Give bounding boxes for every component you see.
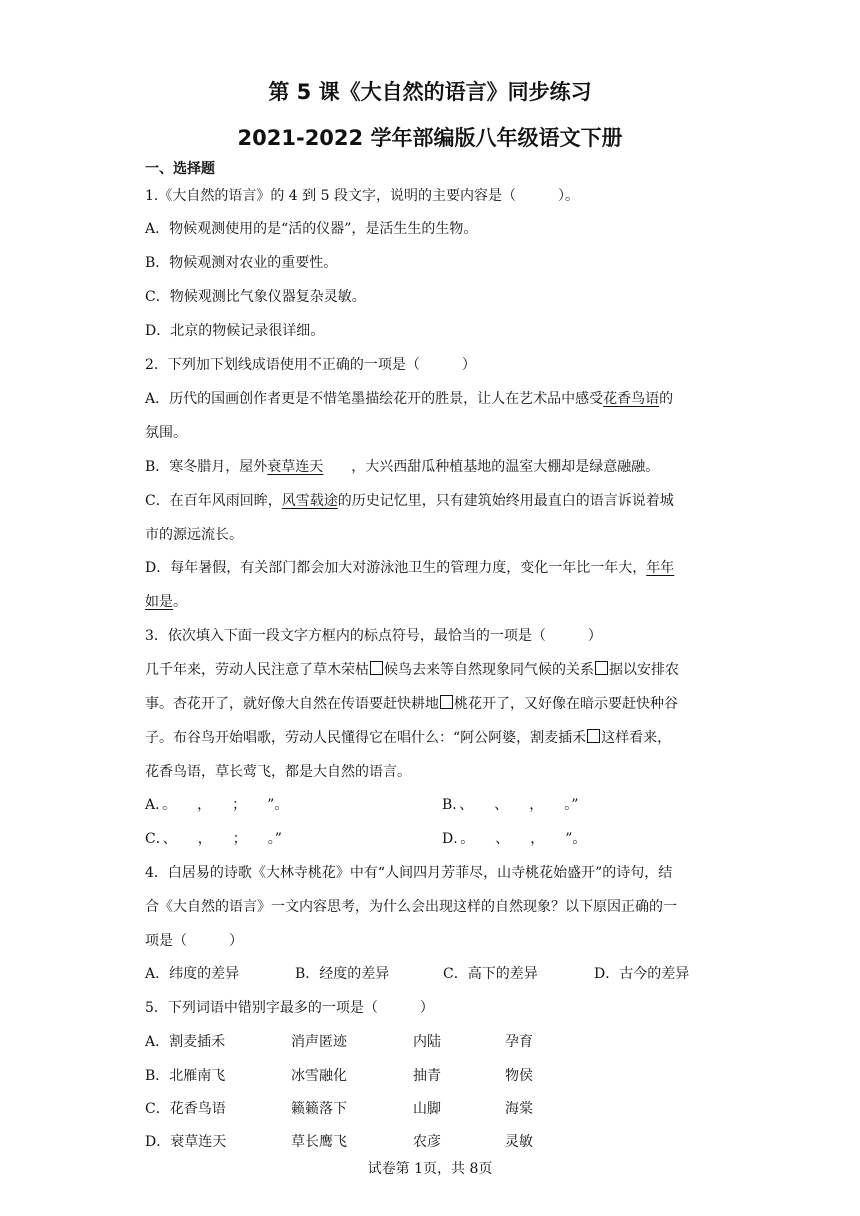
q5-option-d-word: D．衰草连天: [145, 1134, 227, 1150]
section-heading: 一、选择题: [145, 161, 215, 177]
q2-underlined-idiom-b: 衰草连天: [267, 459, 324, 475]
q5-option-a-word: 消声匿迹: [291, 1034, 347, 1050]
q3-passage-text: 事。杏花开了，就好像大自然在传语要赶快耕地: [145, 696, 439, 712]
blank-box: [440, 695, 453, 709]
q1-option-c: C．物候观测比气象仪器复杂灵敏。: [145, 289, 366, 305]
blank-box: [595, 661, 608, 675]
q3-option-d: D．。 、 ， ”。: [442, 831, 587, 847]
blank-box: [370, 661, 383, 675]
q5-option-c-word: C．花香鸟语: [145, 1101, 226, 1117]
q3-passage-text: 桃花开了，又好像在暗示要赶快种谷: [454, 696, 678, 712]
q2-option-a-continued: 氛围。: [145, 425, 187, 441]
q4-stem-line-1: 4．白居易的诗歌《大林寺桃花》中有“人间四月芳菲尽，山寺桃花始盛开”的诗句，结: [145, 865, 673, 881]
q5-option-d-word: 草长鹰飞: [291, 1134, 347, 1150]
q3-passage-line-2: [145, 694, 678, 714]
q4-stem-line-3: 项是（ ）: [145, 933, 243, 949]
q3-passage-text: 据以安排农: [609, 662, 679, 678]
q2-option-b-tail: ，大兴西甜瓜种植基地的温室大棚却是绿意融融。: [323, 459, 660, 475]
q3-passage-text: 候鸟去来等自然现象同气候的关系: [384, 662, 594, 678]
q1-option-b: B．物候观测对农业的重要性。: [145, 255, 338, 271]
q3-passage-line-1: [145, 660, 679, 680]
q2-option-c-continued: 市的源远流长。: [145, 527, 243, 543]
q2-option-c-text: C．在百年风雨回眸，: [145, 493, 282, 509]
q5-option-b-word: 抽青: [413, 1068, 441, 1084]
q3-passage-line-3: [145, 728, 671, 748]
q2-underlined-idiom-c: 风雪载途: [281, 493, 338, 509]
q2-underlined-idiom-d: 年年: [646, 560, 675, 576]
q4-option-a: A．纬度的差异: [145, 966, 240, 982]
q5-option-b-word: 冰雪融化: [291, 1068, 347, 1084]
q5-stem: 5．下列词语中错别字最多的一项是（ ）: [145, 1000, 434, 1016]
q2-option-c: [145, 491, 674, 511]
q5-option-b-word: B．北雁南飞: [145, 1068, 226, 1084]
q3-option-a: A．。 ， ； ”。: [145, 797, 289, 813]
q5-option-c-word: 籁籁落下: [291, 1101, 347, 1117]
q3-stem: 3．依次填入下面一段文字方框内的标点符号，最恰当的一项是（ ）: [145, 628, 602, 644]
q4-option-b: B．经度的差异: [295, 966, 390, 982]
q2-option-a: [145, 389, 673, 409]
q3-passage-text: 几千年来，劳动人民注意了草木荣枯: [145, 662, 369, 678]
page-footer: 试卷第 1页，共 8页: [367, 1161, 493, 1177]
q4-option-c: C．高下的差异: [443, 966, 538, 982]
q5-option-b-word: 物侯: [505, 1068, 533, 1084]
q3-option-c: C．、 ， ； 。”: [145, 831, 282, 847]
q5-option-c-word: 山脚: [413, 1101, 441, 1117]
q2-option-d-text: D．每年暑假，有关部门都会加大对游泳池卫生的管理力度，变化一年比一年大，: [145, 560, 647, 576]
q5-option-a-word: 孕育: [505, 1034, 533, 1050]
q5-option-c-word: 海棠: [505, 1101, 533, 1117]
q3-passage-text: 子。布谷鸟开始唱歌，劳动人民懂得它在唱什么：“阿公阿婆，割麦插禾: [145, 730, 587, 746]
q2-option-d: [145, 558, 674, 578]
q2-option-d-continued: [145, 592, 187, 612]
q1-stem: 1.《大自然的语言》的 4 到 5 段文字，说明的主要内容是（ ）。: [145, 188, 579, 204]
q2-underlined-idiom-a: 花香鸟语: [603, 391, 660, 407]
q1-option-a: A．物候观测使用的是“活的仪器”，是活生生的生物。: [145, 221, 478, 237]
q3-option-b: B．、 、 ， 。”: [442, 797, 579, 813]
q5-option-a-word: A．割麦插禾: [145, 1034, 226, 1050]
page-title: 第 5 课《大自然的语言》同步练习: [268, 80, 592, 104]
q4-stem-line-2: 合《大自然的语言》一文内容思考，为什么会出现这样的自然现象？以下原因正确的一: [145, 899, 677, 915]
q1-option-d: D．北京的物候记录很详细。: [145, 323, 325, 339]
page-subtitle: 2021-2022 学年部编版八年级语文下册: [237, 126, 623, 150]
q3-passage-line-4: 花香鸟语，草长莺飞，都是大自然的语言。: [145, 764, 411, 780]
q2-option-a-text: A．历代的国画创作者更是不惜笔墨描绘花开的胜景，让人在艺术品中感受: [145, 391, 604, 407]
q2-option-d-end: 。: [173, 594, 187, 610]
q3-passage-text: 这样看来，: [601, 730, 672, 746]
q4-option-d: D．古今的差异: [594, 966, 690, 982]
q2-option-c-tail: 的历史记忆里，只有建筑始终用最直白的语言诉说着城: [337, 493, 674, 509]
blank-box: [587, 729, 600, 743]
q2-option-b: [145, 457, 659, 477]
q2-underlined-idiom-d-tail: 如是: [145, 594, 173, 610]
q2-stem: 2．下列加下划线成语使用不正确的一项是（ ）: [145, 357, 476, 373]
q5-option-d-word: 农彦: [413, 1134, 441, 1150]
q5-option-a-word: 内陆: [413, 1034, 441, 1050]
q2-option-a-tail: 的: [659, 391, 674, 407]
q2-option-b-text: B．寒冬腊月，屋外: [145, 459, 268, 475]
q5-option-d-word: 灵敏: [505, 1134, 533, 1150]
